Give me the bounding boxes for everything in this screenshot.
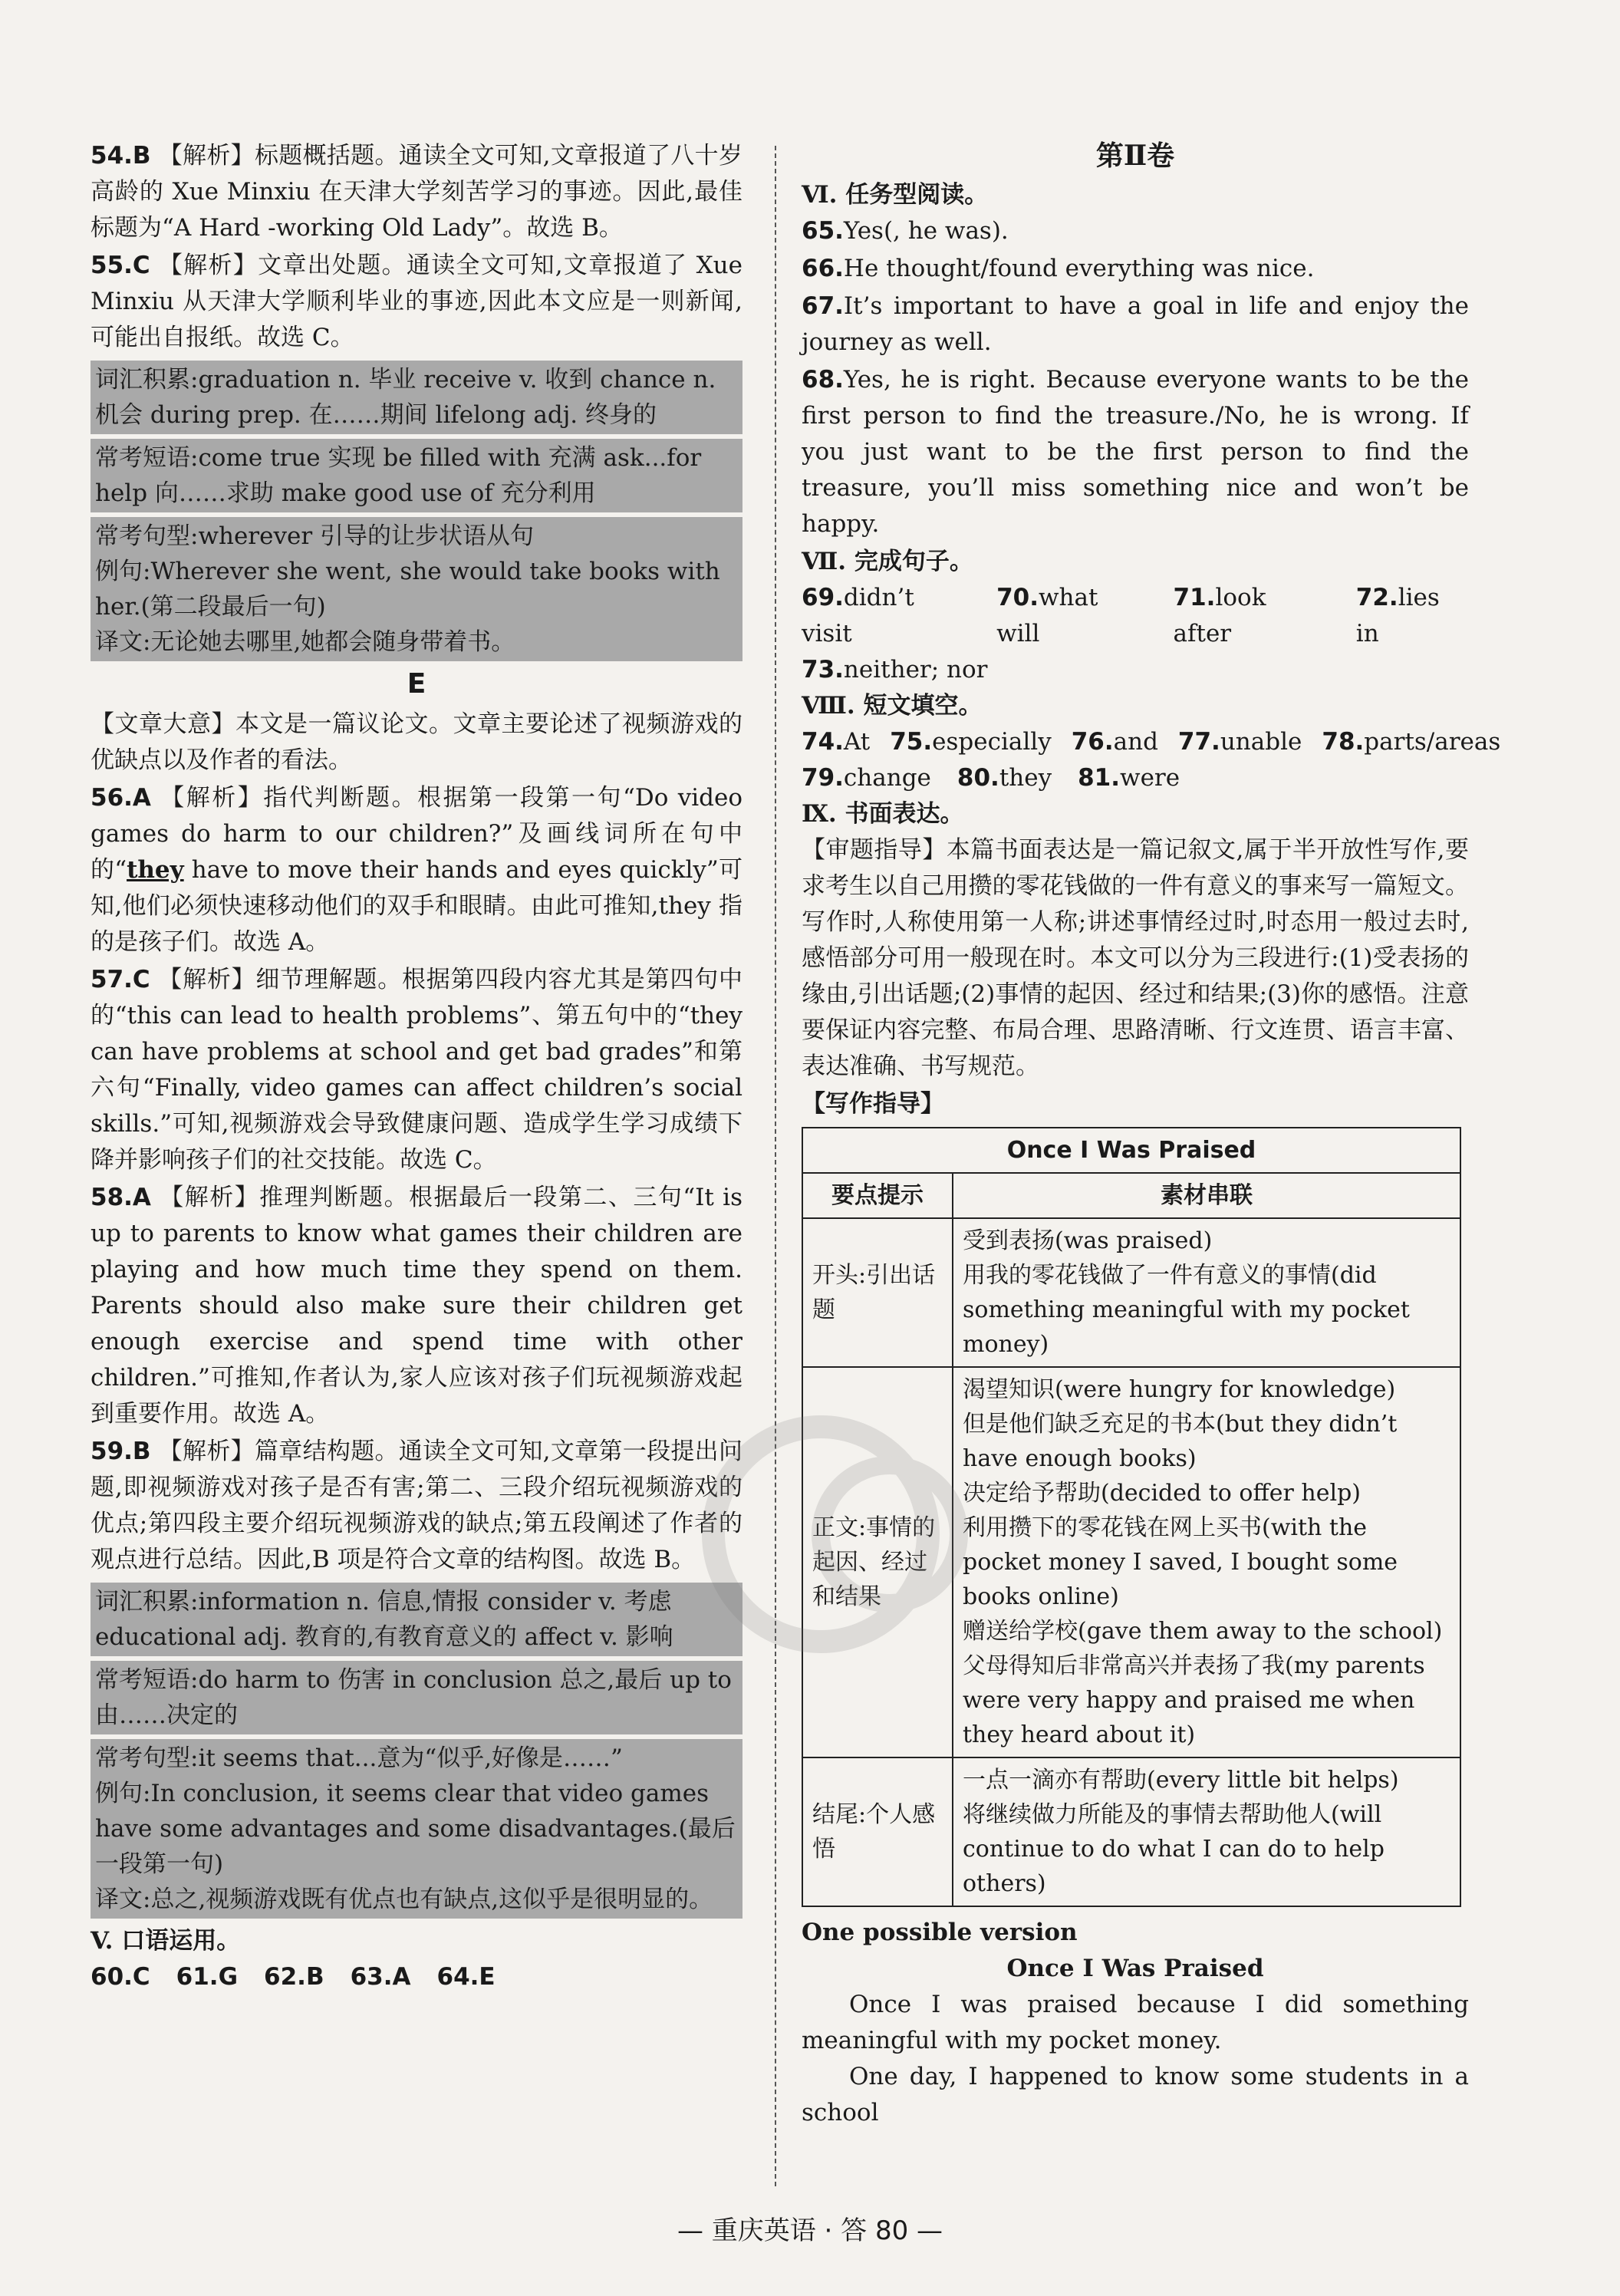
answer-66 xyxy=(802,251,1469,287)
answer-text: Yes(, he was). xyxy=(843,217,1009,245)
table-cell-point: 开头:引出话题 xyxy=(802,1218,953,1367)
translation-text: 译文:总之,视频游戏既有优点也有缺点,这似乎是很明显的。 xyxy=(95,1886,713,1913)
answer-text: they xyxy=(999,764,1052,792)
answer-explanation: 【解析】细节理解题。根据第四段内容尤其是第四句中的“this can lead to health problems”、第五句中的“they can have problems at school and get bad grades”和第六句“Finally, video games can affect children’s social skills.”可知,视频游戏会导致健康问题、造成学生学习成绩下降并影响孩子们的社交技能。故选 C。 xyxy=(91,966,742,1174)
answer-text: He thought/found everything was nice. xyxy=(843,255,1315,282)
answers-viii-row1 xyxy=(802,724,1501,760)
answer-number: 80. xyxy=(957,764,999,792)
material-line: 决定给予帮助(decided to offer help) xyxy=(963,1480,1361,1507)
section-vi-title: Ⅵ. 任务型阅读。 xyxy=(802,181,989,209)
material-line: 一点一滴亦有帮助(every little bit helps) xyxy=(963,1767,1399,1794)
answer-explanation-b: have to move their hands and eyes quickly”可知,他们必须快速移动他们的双手和眼睛。由此可推知,they 指的是孩子们。故选 A。 xyxy=(91,856,742,956)
answer-81 xyxy=(1078,760,1180,796)
answer-text: It’s important to have a goal in life and enjoy the journey as well. xyxy=(802,292,1469,356)
answer-number: 70. xyxy=(996,584,1039,611)
answer-64: 64.E xyxy=(436,1963,496,1991)
answers-vii-row1 xyxy=(802,580,1469,652)
left-column xyxy=(91,138,742,1995)
answer-number: 75. xyxy=(890,728,933,756)
material-line: 用我的零花钱做了一件有意义的事情(did something meaningful with my pocket money) xyxy=(963,1262,1410,1358)
answer-text: Yes, he is right. Because everyone wants to be the first person to find the treasure./No, he is wrong. If you just want to be the first person to find the treasure, you’ll miss something nice and won’t be happy. xyxy=(802,366,1469,538)
phrase-box: 常考短语:do harm to 伤害 in conclusion 总之,最后 up to 由……决定的 xyxy=(91,1661,742,1734)
answer-79 xyxy=(802,760,931,796)
answer-text: change xyxy=(843,764,931,792)
answer-55 xyxy=(91,248,742,356)
answer-61: 61.G xyxy=(176,1963,239,1991)
answer-54 xyxy=(91,138,742,246)
answer-number: 54.B xyxy=(91,142,151,170)
answer-explanation-a: 【解析】指代判断题。根据第一段第一句“Do video games do harm to our children?”及画线词所在句中的“ xyxy=(91,784,742,884)
answer-74 xyxy=(802,724,870,760)
answer-69 xyxy=(802,580,970,652)
answer-text: what will xyxy=(996,584,1098,647)
answer-text: parts/areas xyxy=(1364,728,1501,756)
table-title: Once I Was Praised xyxy=(802,1128,1460,1173)
answer-explanation: 【解析】文章出处题。通读全文可知,文章报道了 Xue Minxiu 从天津大学顺利毕业的事迹,因此本文应是一则新闻,可能出自报纸。故选 C。 xyxy=(91,252,742,351)
pattern-box xyxy=(91,1739,742,1919)
answer-73 xyxy=(802,652,987,688)
answer-68 xyxy=(802,362,1469,542)
answer-text: especially xyxy=(932,728,1052,756)
answer-number: 76. xyxy=(1071,728,1114,756)
answer-number: 79. xyxy=(802,764,844,792)
answers-vii-row2 xyxy=(802,652,1469,688)
answer-number: 67. xyxy=(802,292,844,320)
vocab-box: 词汇积累:graduation n. 毕业 receive v. 收到 chance n. 机会 during prep. 在……期间 lifelong adj. 终身的 xyxy=(91,361,742,434)
section-v-title: V. 口语运用。 xyxy=(91,1927,241,1955)
table-row xyxy=(802,1757,1460,1906)
answer-75 xyxy=(890,724,1051,760)
answer-number: 69. xyxy=(802,584,844,611)
answer-number: 57.C xyxy=(91,966,150,993)
answer-text: look after xyxy=(1173,584,1266,647)
answer-number: 74. xyxy=(802,728,844,756)
table-header-materials: 素材串联 xyxy=(953,1173,1460,1218)
answer-63: 63.A xyxy=(350,1963,411,1991)
answer-57 xyxy=(91,962,742,1178)
essay-title: Once I Was Praised xyxy=(1006,1955,1264,1982)
translation-text: 译文:无论她去哪里,她都会随身带着书。 xyxy=(95,628,515,656)
answer-71 xyxy=(1174,580,1330,652)
material-line: 父母得知后非常高兴并表扬了我(my parents were very happy and praised me when they heard about it) xyxy=(963,1652,1425,1748)
answer-number: 73. xyxy=(802,656,844,684)
answers-v-row xyxy=(91,1959,742,1995)
answer-number: 78. xyxy=(1322,728,1365,756)
article-summary: 【文章大意】本文是一篇议论文。文章主要论述了视频游戏的优缺点以及作者的看法。 xyxy=(91,710,742,774)
review-guide: 【审题指导】本篇书面表达是一篇记叙文,属于半开放性写作,要求考生以自己用攒的零花钱做的一件有意义的事来写一篇短文。写作时,人称使用第一人称;讲述事情经过时,时态用一般过去时,感悟部分可用一般现在时。本文可以分为三段进行:(1)受表扬的缘由,引出话题;(2)事情的起因、经过和结果;(3)你的感悟。注意要保证内容完整、布局合理、思路清晰、行文连贯、语言丰富、表达准确、书写规范。 xyxy=(802,836,1469,1080)
answer-58 xyxy=(91,1180,742,1432)
answer-80 xyxy=(957,760,1052,796)
vocab-box: 词汇积累:information n. 信息,情报 consider v. 考虑 educational adj. 教育的,有教育意义的 affect v. 影响 xyxy=(91,1583,742,1656)
section-viii-title: Ⅷ. 短文填空。 xyxy=(802,692,983,720)
answer-number: 56.A xyxy=(91,784,151,812)
answer-text: At xyxy=(843,728,871,756)
section-e-title: E xyxy=(407,668,426,700)
answer-number: 81. xyxy=(1078,764,1121,792)
answer-number: 71. xyxy=(1173,584,1216,611)
material-line: 受到表扬(was praised) xyxy=(963,1227,1213,1254)
pattern-text: 常考句型:wherever 引导的让步状语从句 xyxy=(95,522,534,550)
essay-paragraph-2: One day, I happened to know some students in a school xyxy=(802,2063,1469,2126)
answer-78 xyxy=(1322,724,1500,760)
material-line: 赠送给学校(gave them away to the school) xyxy=(963,1618,1443,1645)
answer-number: 66. xyxy=(802,255,844,282)
section-ix-title: Ⅸ. 书面表达。 xyxy=(802,800,964,828)
watermark-logo xyxy=(637,1404,1005,1665)
table-header-points: 要点提示 xyxy=(802,1173,953,1218)
answer-text: and xyxy=(1113,728,1158,756)
answer-text: were xyxy=(1120,764,1180,792)
answers-viii-row2 xyxy=(802,760,1469,796)
answer-number: 72. xyxy=(1355,584,1398,611)
material-line: 渴望知识(were hungry for knowledge) xyxy=(963,1376,1396,1403)
column-divider xyxy=(775,146,776,2186)
answer-62: 62.B xyxy=(264,1963,324,1991)
answer-77 xyxy=(1178,724,1302,760)
answer-text: neither; nor xyxy=(843,656,988,684)
answer-text: unable xyxy=(1220,728,1302,756)
answer-60: 60.C xyxy=(91,1963,150,1991)
example-text: 例句:In conclusion, it seems clear that video games have some advantages and some disadvantages.(最后一段第一句) xyxy=(95,1780,736,1878)
section-vii-title: Ⅶ. 完成句子。 xyxy=(802,548,973,575)
material-line: 将继续做力所能及的事情去帮助他人(will continue to do what I can do to help others) xyxy=(963,1801,1385,1897)
answer-number: 58.A xyxy=(91,1184,151,1211)
writing-guide-label: 【写作指导】 xyxy=(802,1090,944,1118)
volume-title: 第Ⅱ卷 xyxy=(1095,140,1175,172)
answer-76 xyxy=(1072,724,1158,760)
table-cell-materials xyxy=(953,1757,1460,1906)
version-label: One possible version xyxy=(802,1919,1078,1946)
answer-number: 68. xyxy=(802,366,844,394)
answer-72 xyxy=(1356,580,1469,652)
answer-explanation: 【解析】标题概括题。通读全文可知,文章报道了八十岁高龄的 Xue Minxiu 在天津大学刻苦学习的事迹。因此,最佳标题为“A Hard -working Old Lady”。故选 B。 xyxy=(91,142,742,242)
essay-paragraph-1: Once I was praised because I did something meaningful with my pocket money. xyxy=(802,1991,1469,2054)
right-column xyxy=(802,138,1501,2131)
table-row xyxy=(802,1218,1460,1367)
page-footer: — 重庆英语 · 答 80 — xyxy=(677,2215,943,2246)
answer-65 xyxy=(802,213,1469,249)
table-cell-point: 正文:事情的起因、经过和结果 xyxy=(802,1367,953,1757)
table-cell-materials xyxy=(953,1218,1460,1367)
answer-explanation: 【解析】推理判断题。根据最后一段第二、三句“It is up to parents to know what games their children are playing and how much time they spend on them. Parents should also make sure their children get enough exercise and spend time with other children.”可推知,作者认为,家人应该对孩子们玩视频游戏起到重要作用。故选 A。 xyxy=(91,1184,742,1428)
answer-number: 65. xyxy=(802,217,844,245)
answer-explanation: 【解析】篇章结构题。通读全文可知,文章第一段提出问题,即视频游戏对孩子是否有害;第二、三段介绍玩视频游戏的优点;第四段主要介绍玩视频游戏的缺点;第五段阐述了作者的观点进行总结。因此,B 项是符合文章的结构图。故选 B。 xyxy=(91,1438,742,1573)
answer-56 xyxy=(91,780,742,960)
phrase-box: 常考短语:come true 实现 be filled with 充满 ask...for help 向……求助 make good use of 充分利用 xyxy=(91,439,742,512)
answer-number: 55.C xyxy=(91,252,150,279)
answer-text: lies in xyxy=(1355,584,1440,647)
answer-number: 77. xyxy=(1177,728,1220,756)
pattern-box xyxy=(91,517,742,661)
answer-67 xyxy=(802,288,1469,361)
answer-number: 59.B xyxy=(91,1438,151,1465)
material-line: 但是他们缺乏充足的书本(but they didn’t have enough books) xyxy=(963,1411,1398,1472)
answer-70 xyxy=(996,580,1147,652)
pattern-text: 常考句型:it seems that...意为“似乎,好像是……” xyxy=(95,1744,623,1772)
table-cell-materials xyxy=(953,1367,1460,1757)
example-text: 例句:Wherever she went, she would take books with her.(第二段最后一句) xyxy=(95,558,720,621)
table-cell-point: 结尾:个人感悟 xyxy=(802,1757,953,1906)
underlined-word: they xyxy=(127,856,184,884)
material-line: 利用攒下的零花钱在网上买书(with the pocket money I saved, I bought some books online) xyxy=(963,1514,1398,1610)
answer-text: didn’t visit xyxy=(802,584,914,647)
